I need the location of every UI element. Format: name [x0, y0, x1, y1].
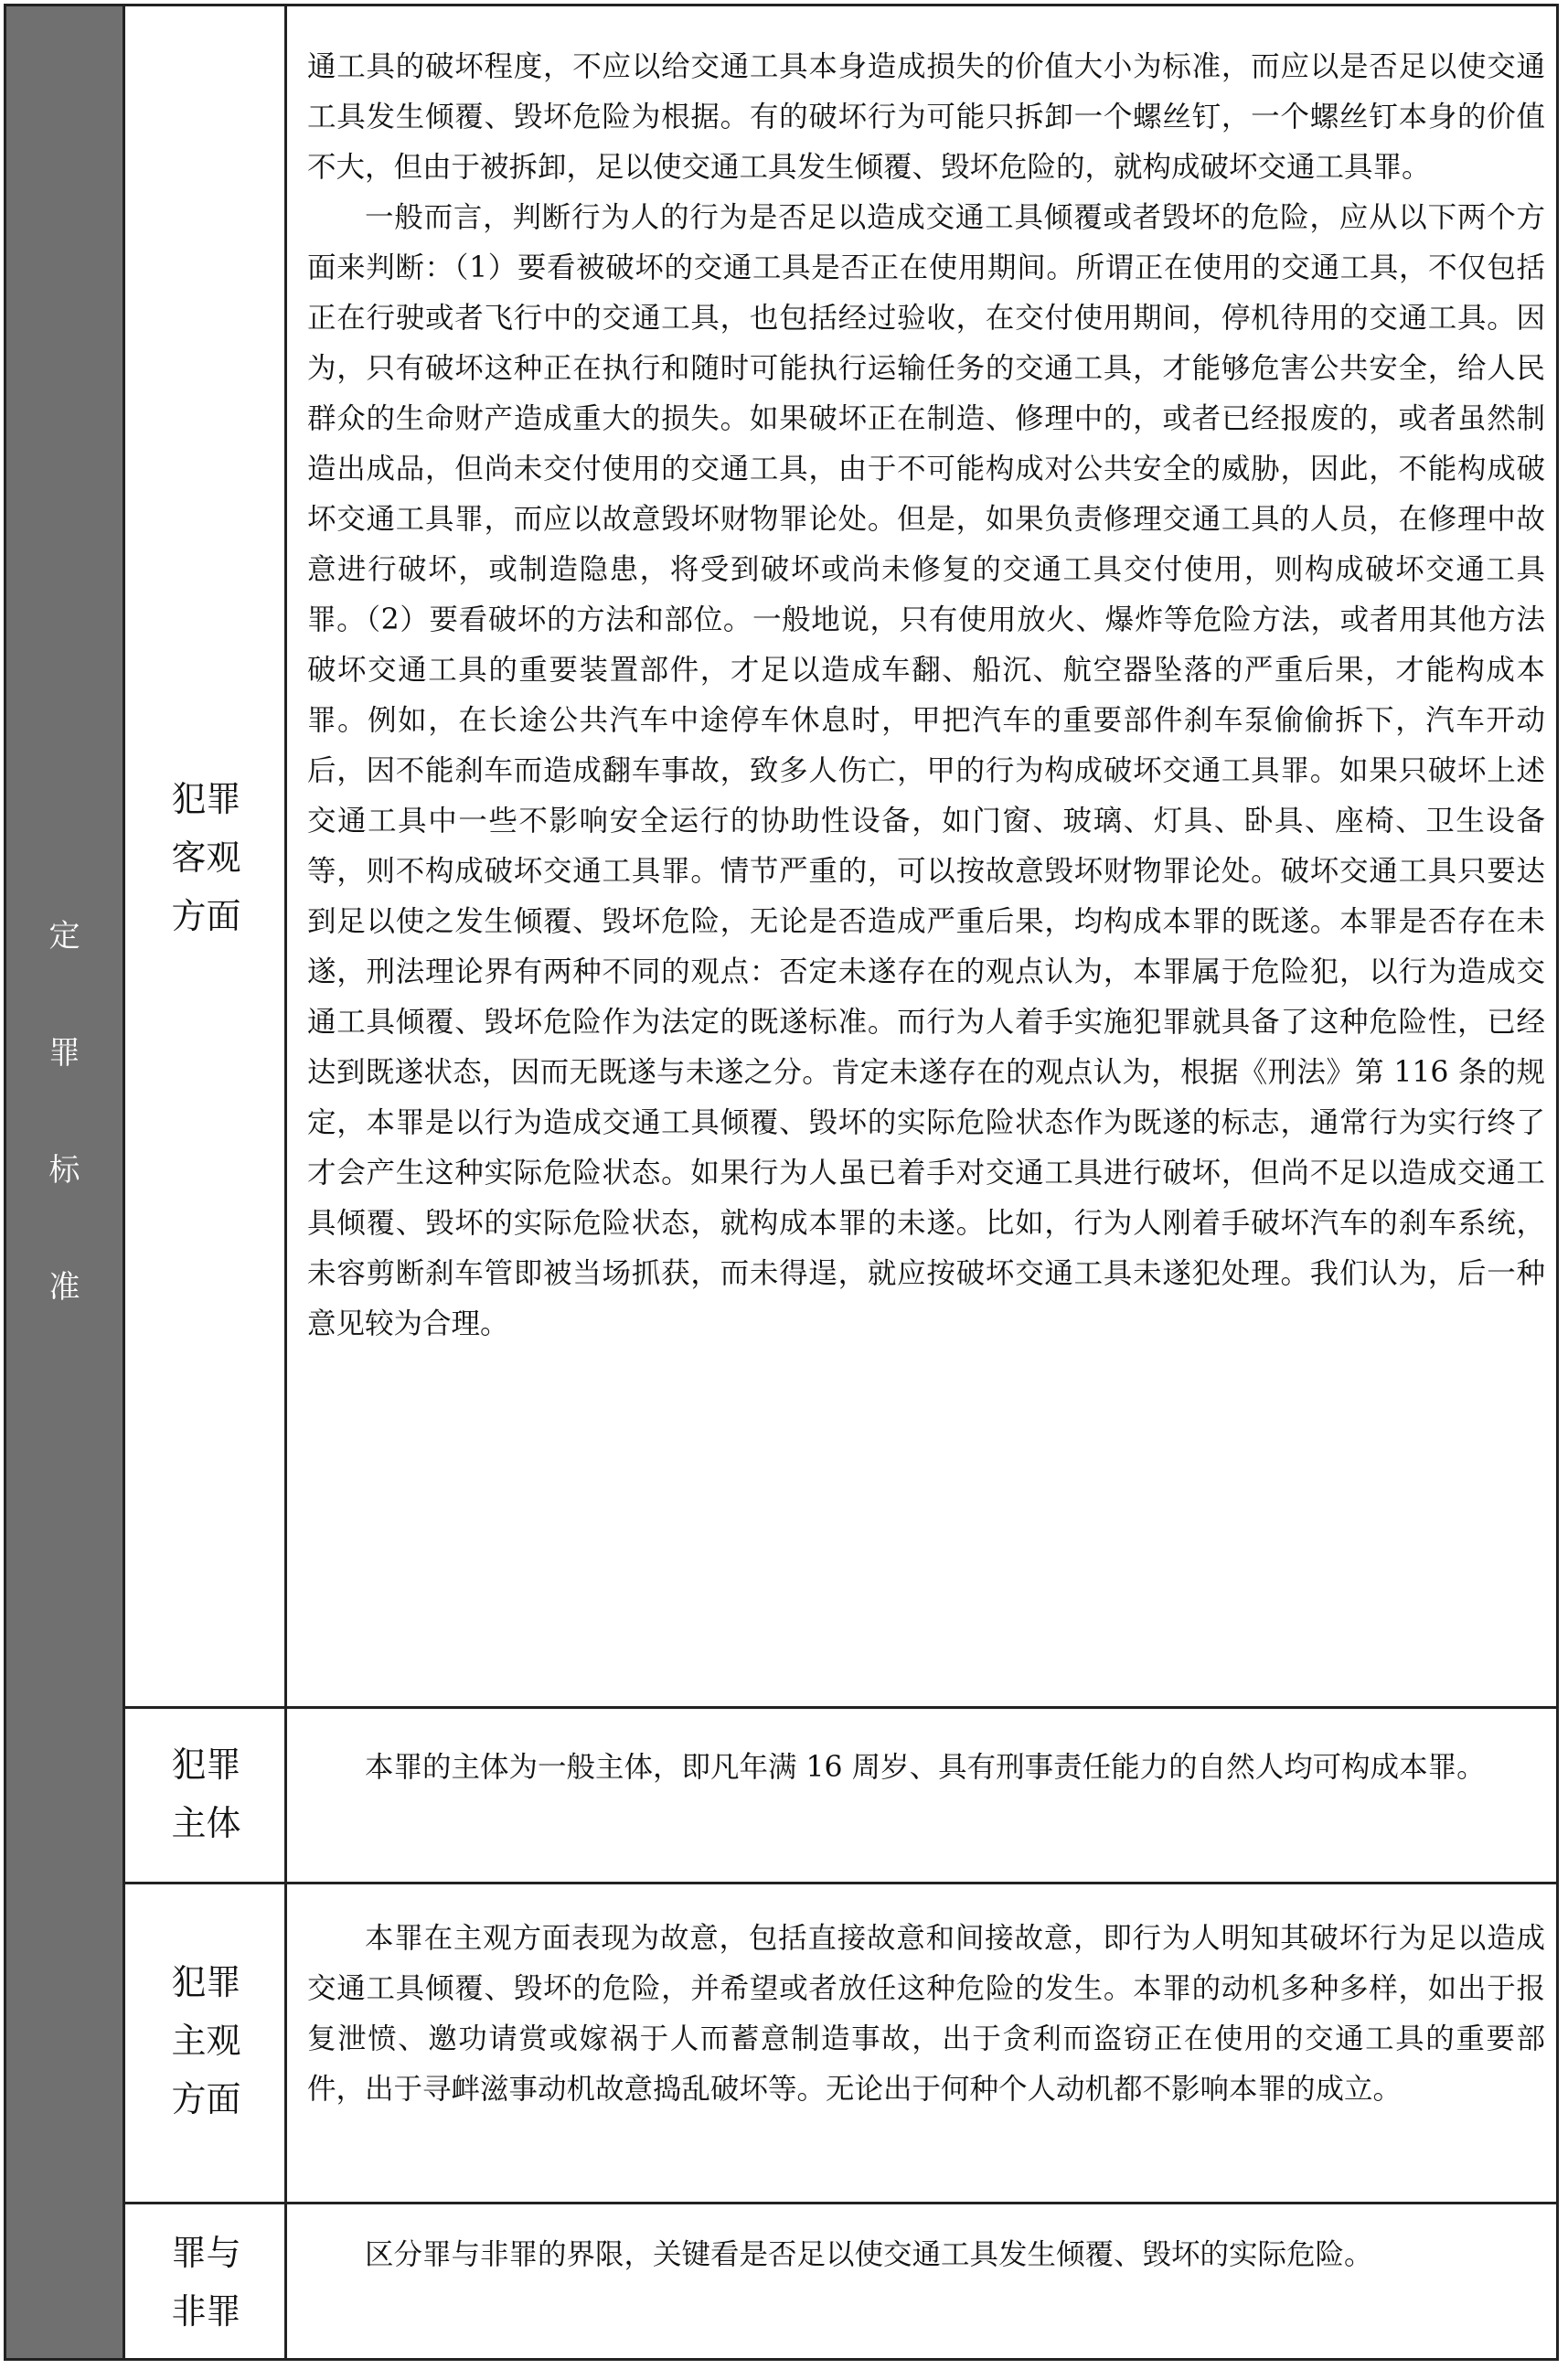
paragraph: 通工具的破坏程度，不应以给交通工具本身造成损失的价值大小为标准，而应以是否足以使交通工具发生倾覆、毁坏危险为根据。有的破坏行为可能只拆卸一个螺丝钉，一个螺丝钉本身的价值不大，但由于被拆卸，足以使交通工具发生倾覆、毁坏危险的，就构成破坏交通工具罪。: [307, 50, 1545, 184]
paragraph: 本罪在主观方面表现为故意，包括直接故意和间接故意，即行为人明知其破坏行为足以造成交通工具倾覆、毁坏的危险，并希望或者放任这种危险的发生。本罪的动机多种多样，如出于报复泄愤、邀功请赏或嫁祸于人而蓄意制造事故，出于贪利而盗窃正在使用的交通工具的重要部件，出于寻衅滋事动机故意捣乱破坏等。无论出于何种个人动机都不影响本罪的成立。: [307, 1922, 1545, 2106]
row-label-objective: 犯罪 客观 方面: [171, 779, 241, 936]
row-label-subject: 犯罪 主体: [171, 1745, 241, 1843]
paragraph: 区分罪与非罪的界限，关键看是否足以使交通工具发生倾覆、毁坏的实际危险。: [365, 2238, 1373, 2271]
section-title-char: 定: [48, 918, 80, 955]
table-frame: [4, 4, 1559, 2361]
section-title-char: 罪: [48, 1035, 80, 1072]
row-label-subjective: 犯罪 主观 方面: [171, 1962, 241, 2119]
section-title-char: 准: [48, 1269, 80, 1306]
paragraph: 本罪的主体为一般主体，即凡年满 16 周岁、具有刑事责任能力的自然人均可构成本罪。: [365, 1751, 1486, 1784]
paragraph: 一般而言，判断行为人的行为是否足以造成交通工具倾覆或者毁坏的危险，应从以下两个方面来判断：（1）要看被破坏的交通工具是否正在使用期间。所谓正在使用的交通工具，不仅包括正在行驶或者飞行中的交通工具，也包括经过验收，在交付使用期间，停机待用的交通工具。因为，只有破坏这种正在执行和随时可能执行运输任务的交通工具，才能够危害公共安全，给人民群众的生命财产造成重大的损失。如果破坏正在制造、修理中的，或者已经报废的，或者虽然制造出成品，但尚未交付使用的交通工具，由于不可能构成对公共安全的威胁，因此，不能构成破坏交通工具罪，而应以故意毁坏财物罪论处。但是，如果负责修理交通工具的人员，在修理中故意进行破坏，或制造隐患，将受到破坏或尚未修复的交通工具交付使用，则构成破坏交通工具罪。（2）要看破坏的方法和部位。一般地说，只有使用放火、爆炸等危险方法，或者用其他方法破坏交通工具的重要装置部件，才足以造成车翻、船沉、航空器坠落的严重后果，才能构成本罪。例如，在长途公共汽车中途停车休息时，甲把汽车的重要部件刹车泵偷偷拆下，汽车开动后，因不能刹车而造成翻车事故，致多人伤亡，甲的行为构成破坏交通工具罪。如果只破坏上述交通工具中一些不影响安全运行的协助性设备，如门窗、玻璃、灯具、卧具、座椅、卫生设备等，则不构成破坏交通工具罪。情节严重的，可以按故意毁坏财物罪论处。破坏交通工具只要达到足以使之发生倾覆、毁坏危险，无论是否造成严重后果，均构成本罪的既遂。本罪是否存在未遂，刑法理论界有两种不同的观点：否定未遂存在的观点认为，本罪属于危险犯，以行为造成交通工具倾覆、毁坏危险作为法定的既遂标准。而行为人着手实施犯罪就具备了这种危险性，已经达到既遂状态，因而无既遂与未遂之分。肯定未遂存在的观点认为，根据《刑法》第 116 条的规定，本罪是以行为造成交通工具倾覆、毁坏的实际危险状态作为既遂的标志，通常行为实行终了才会产生这种实际危险状态。如果行为人虽已着手对交通工具进行破坏，但尚不足以造成交通工具倾覆、毁坏的实际危险状态，就构成本罪的未遂。比如，行为人刚着手破坏汽车的刹车系统，未容剪断刹车管即被当场抓获，而未得逞，就应按破坏交通工具未遂犯处理。我们认为，后一种意见较为合理。: [307, 201, 1545, 1340]
row-label-crime-boundary: 罪与 非罪: [171, 2233, 241, 2332]
section-title-char: 标: [48, 1152, 80, 1189]
